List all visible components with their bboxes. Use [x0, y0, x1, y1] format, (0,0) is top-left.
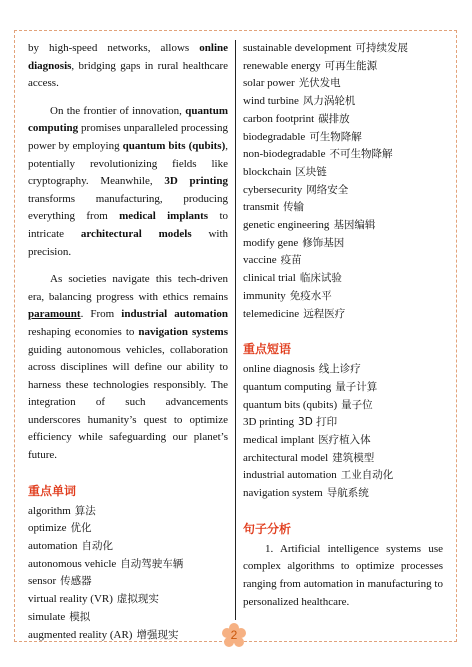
vocab-list-left [28, 503, 228, 645]
list-item [243, 467, 443, 485]
term-zh: 工业自动化 [340, 469, 394, 482]
list-item [28, 520, 228, 538]
term-zh: 不可生物降解 [329, 148, 393, 161]
list-item [243, 270, 443, 288]
term-en: transmit [243, 201, 280, 214]
term-zh: 优化 [70, 522, 92, 535]
list-item [243, 306, 443, 324]
term-en: modify gene [243, 236, 299, 249]
bold-term: architectural models [80, 227, 192, 240]
column-divider [235, 40, 236, 620]
paragraph-1 [28, 40, 228, 93]
term-en: quantum computing [243, 380, 332, 393]
text: , potentially revolutionizing fields like cryptography. Meanwhile, [28, 139, 228, 188]
text: On the frontier of innovation, [50, 104, 186, 117]
term-en: virtual reality (VR) [28, 593, 113, 606]
term-en: quantum bits (qubits) [243, 398, 338, 411]
term-en: architectural model [243, 451, 329, 464]
term-en: biodegradable [243, 130, 306, 143]
list-item [243, 199, 443, 217]
list-item [28, 609, 228, 627]
list-item [243, 40, 443, 58]
text: guiding autonomous vehicles, collaboration across disciplines will define our ability to harness these technologies responsibly. The integration of such advancements underscores humanity’s quest to optimize efficiency while safeguarding our planet’s future. [28, 343, 228, 462]
term-en: augmented reality (AR) [28, 628, 133, 641]
term-zh: 模拟 [69, 610, 91, 623]
term-en: telemedicine [243, 307, 300, 320]
term-zh: 远程医疗 [303, 307, 346, 320]
term-en: cybersecurity [243, 183, 303, 196]
term-en: clinical trial [243, 272, 296, 285]
paragraph-2 [28, 103, 228, 261]
list-item [28, 627, 228, 645]
term-zh: 线上诊疗 [318, 363, 361, 376]
list-item [28, 538, 228, 556]
paragraph-3 [28, 271, 228, 465]
list-item [243, 111, 443, 129]
list-item [243, 217, 443, 235]
term-en: sensor [28, 575, 57, 588]
right-column [243, 40, 443, 611]
term-zh: 碳排放 [318, 112, 350, 125]
text: to intricate [28, 210, 228, 240]
term-en: immunity [243, 289, 286, 302]
bold-term: 3D printing [164, 175, 228, 188]
term-zh: 算法 [74, 504, 96, 517]
term-zh: 自动化 [81, 540, 113, 553]
term-zh: 临床试验 [299, 272, 342, 285]
list-item [243, 379, 443, 397]
term-zh: 免疫水平 [289, 289, 332, 302]
text: transforms manufacturing, producing everything from [28, 192, 228, 223]
list-item [243, 485, 443, 503]
page-number: 2 [230, 628, 238, 642]
term-zh: 传输 [283, 201, 305, 214]
underlined-term: paramount [28, 308, 81, 321]
list-item [243, 252, 443, 270]
term-en: genetic engineering [243, 219, 330, 232]
term-en: carbon footprint [243, 112, 315, 125]
term-en: simulate [28, 610, 66, 623]
list-item [243, 129, 443, 147]
term-en: medical implant [243, 434, 315, 447]
text: with precision. [28, 227, 228, 258]
list-item [243, 164, 443, 182]
term-en: navigation system [243, 487, 323, 500]
term-zh: 修饰基因 [302, 236, 345, 249]
term-zh: 传感器 [60, 575, 92, 588]
text: As societies navigate this tech-driven era, balancing progress with ethics remains [28, 273, 228, 303]
term-en: wind turbine [243, 95, 299, 108]
term-zh: 增强现实 [136, 628, 179, 641]
text: , bridging gaps in rural healthcare access. [28, 59, 228, 90]
list-item [28, 573, 228, 591]
term-zh: 可再生能源 [324, 59, 378, 72]
vocab-section-title: 重点单词 [28, 483, 77, 498]
list-item [28, 556, 228, 574]
list-item [243, 432, 443, 450]
term-zh: 网络安全 [306, 183, 349, 196]
list-item [243, 288, 443, 306]
term-zh: 基因编辑 [333, 219, 376, 232]
list-item [28, 503, 228, 521]
list-item [243, 146, 443, 164]
term-zh: 疫苗 [280, 254, 302, 267]
list-item [243, 75, 443, 93]
text: . From [80, 308, 122, 321]
term-zh: 区块链 [295, 165, 327, 178]
term-en: autonomous vehicle [28, 557, 117, 570]
term-zh: 医疗植入体 [318, 434, 371, 447]
term-en: online diagnosis [243, 363, 315, 376]
term-zh: 可生物降解 [309, 130, 362, 143]
list-item [243, 58, 443, 76]
term-zh: 建筑模型 [332, 451, 375, 464]
left-column [28, 40, 228, 644]
list-item [243, 361, 443, 379]
term-zh: 光伏发电 [298, 77, 341, 90]
term-zh: 可持续发展 [355, 42, 408, 54]
term-en: solar power [243, 77, 295, 90]
text: reshaping economies to [28, 325, 139, 338]
term-zh: 虚拟现实 [116, 593, 159, 606]
list-item [243, 235, 443, 253]
term-zh: 自动驾驶车辆 [120, 557, 184, 570]
vocab-list-right [243, 40, 443, 323]
list-item [243, 397, 443, 415]
bold-term: quantum bits (qubits) [122, 139, 226, 152]
term-zh: 风力涡轮机 [302, 95, 356, 108]
bold-term: medical implants [119, 210, 209, 223]
term-en: optimize [28, 522, 67, 535]
page-number-badge [220, 622, 248, 650]
phrase-list [243, 361, 443, 503]
phrases-section-title: 重点短语 [243, 342, 292, 357]
bold-term: online diagnosis [28, 42, 228, 72]
term-zh: 量子位 [341, 398, 373, 411]
term-en: 3D printing [243, 416, 295, 429]
term-zh: 量子计算 [335, 380, 378, 393]
list-item [243, 414, 443, 432]
term-en: algorithm [28, 504, 71, 517]
term-zh: 导航系统 [326, 487, 369, 500]
list-item [243, 93, 443, 111]
text: promises unparalleled processing power by employing [28, 122, 228, 152]
term-en: industrial automation [243, 469, 337, 482]
analysis-section-title: 句子分析 [243, 521, 292, 536]
term-en: vaccine [243, 254, 277, 267]
list-item [28, 591, 228, 609]
analysis-paragraph: 1. Artificial intelligence systems use complex algorithms to optimize processes ranging from automation in manufacturing to personalized healthcare. [243, 542, 443, 608]
term-en: sustainable development [243, 42, 352, 54]
bold-term: industrial automation [121, 308, 228, 321]
text: by high-speed networks, allows [28, 42, 200, 54]
term-en: automation [28, 540, 78, 553]
list-item [243, 450, 443, 468]
term-en: blockchain [243, 165, 292, 178]
bold-term: quantum computing [28, 104, 228, 135]
bold-term: navigation systems [138, 325, 228, 338]
term-zh: 3D 打印 [298, 416, 338, 429]
term-en: non-biodegradable [243, 148, 326, 161]
list-item [243, 182, 443, 200]
term-en: renewable energy [243, 59, 321, 72]
